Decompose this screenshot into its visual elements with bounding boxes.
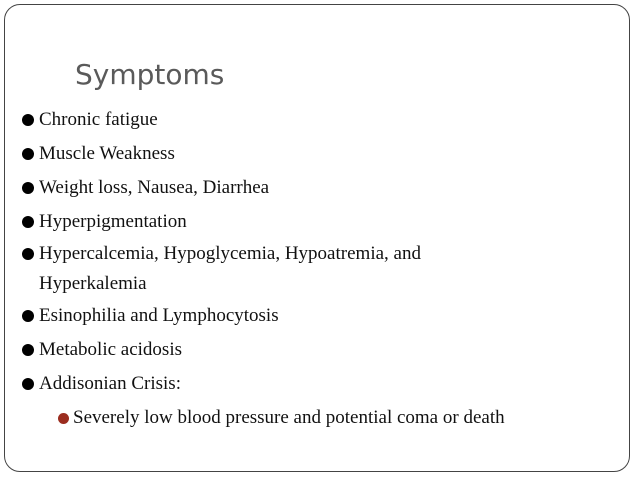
sub-list-container bbox=[17, 401, 509, 435]
bullet-dot-icon bbox=[17, 103, 39, 128]
bullet-text: Hypercalcemia, Hypoglycemia, Hypoatremia, and Hyperkalemia bbox=[39, 243, 421, 294]
sub-bullet-list bbox=[17, 401, 509, 435]
list-item bbox=[17, 299, 509, 333]
bullet-dot-icon bbox=[17, 367, 39, 392]
sub-bullet-text: Severely low blood pressure and potential coma or death bbox=[73, 407, 505, 428]
bullet-text: Chronic fatigue bbox=[39, 109, 158, 130]
bullet-dot-icon bbox=[17, 171, 39, 196]
list-item bbox=[17, 367, 509, 401]
sub-list-item bbox=[53, 401, 509, 435]
list-item bbox=[17, 103, 509, 137]
bullet-dot-icon bbox=[17, 333, 39, 358]
list-item bbox=[17, 205, 509, 239]
bullet-text: Metabolic acidosis bbox=[39, 339, 182, 360]
list-item bbox=[17, 239, 509, 299]
bullet-dot-icon bbox=[17, 299, 39, 324]
bullet-dot-icon bbox=[17, 239, 39, 262]
bullet-text: Muscle Weakness bbox=[39, 143, 175, 164]
list-item bbox=[17, 333, 509, 367]
slide-title: Symptoms bbox=[75, 58, 225, 91]
bullet-dot-icon bbox=[17, 205, 39, 230]
slide-frame bbox=[4, 4, 630, 472]
bullet-text: Weight loss, Nausea, Diarrhea bbox=[39, 177, 270, 198]
list-item bbox=[17, 137, 509, 171]
list-item bbox=[17, 171, 509, 205]
sub-bullet-dot-icon bbox=[53, 401, 73, 425]
bullet-dot-icon bbox=[17, 137, 39, 162]
bullet-text: Hyperpigmentation bbox=[39, 211, 187, 232]
bullet-text: Esinophilia and Lymphocytosis bbox=[39, 305, 279, 326]
bullet-list bbox=[17, 103, 509, 435]
bullet-text: Addisonian Crisis: bbox=[39, 373, 181, 394]
